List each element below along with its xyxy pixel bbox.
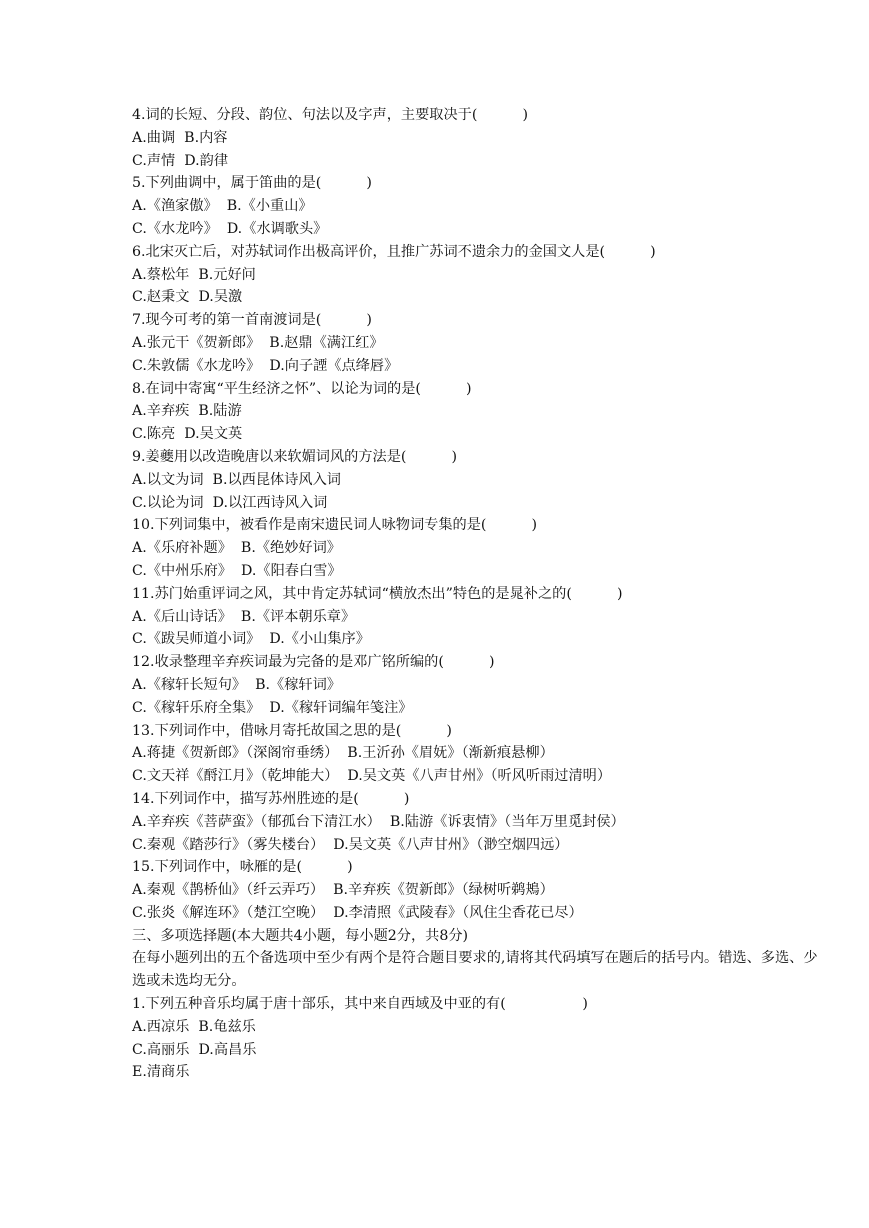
question-5-options-cd: C.《水龙吟》 D.《水调歌头》 xyxy=(132,220,328,237)
question-11: 11.苏门始重评词之风，其中肯定苏轼词“横放杰出”特色的是晁补之的( ) xyxy=(132,585,623,602)
multi-question-1: 1.下列五种音乐均属于唐十部乐，其中来自西域及中亚的有( ) xyxy=(132,996,588,1013)
question-9-options-ab: A.以文为词 B.以西昆体诗风入词 xyxy=(132,471,341,488)
question-6-options-cd: C.赵秉文 D.吴激 xyxy=(132,289,243,306)
question-11-options-cd: C.《跋吴师道小词》 D.《小山集序》 xyxy=(132,631,370,648)
question-5: 5.下列曲调中，属于笛曲的是( ) xyxy=(132,175,372,192)
question-13-options-ab: A.蒋捷《贺新郎》（深阁帘垂绣） B.王沂孙《眉妩》（渐新痕悬柳） xyxy=(132,745,554,762)
question-14: 14.下列词作中，描写苏州胜迹的是( ) xyxy=(132,790,410,807)
question-9: 9.姜夔用以改造晚唐以来软媚词风的方法是( ) xyxy=(132,448,458,465)
multi-question-1-options-ab: A.西凉乐 B.龟兹乐 xyxy=(132,1018,256,1035)
question-6-options-ab: A.蔡松年 B.元好问 xyxy=(132,266,256,283)
question-15: 15.下列词作中，咏雁的是( ) xyxy=(132,859,353,876)
question-6: 6.北宋灭亡后，对苏轼词作出极高评价，且推广苏词不遗余力的金国文人是( ) xyxy=(132,243,656,260)
question-12-options-ab: A.《稼轩长短句》 B.《稼轩词》 xyxy=(132,676,341,693)
question-7-options-ab: A.张元干《贺新郎》 B.赵鼎《满江红》 xyxy=(132,334,384,351)
question-9-options-cd: C.以论为词 D.以江西诗风入词 xyxy=(132,494,328,511)
exam-text xyxy=(132,104,818,1084)
question-12: 12.收录整理辛弃疾词最为完备的是邓广铭所编的( ) xyxy=(132,654,495,671)
section-3-instructions: 在每小题列出的五个备选项中至少有两个是符合题目要求的,请将其代码填写在题后的括号内。错选、多选、少 xyxy=(132,950,818,967)
section-3-instructions-cont: 选或未选均无分。 xyxy=(132,973,246,990)
question-7: 7.现今可考的第一首南渡词是( ) xyxy=(132,312,372,329)
question-5-options-ab: A.《渔家傲》 B.《小重山》 xyxy=(132,198,313,215)
question-13: 13.下列词作中，借咏月寄托故国之思的是( ) xyxy=(132,722,452,739)
section-3-heading: 三、多项选择题(本大题共4小题，每小题2分，共8分) xyxy=(132,927,469,944)
multi-question-1-options-cd: C.高丽乐 D.高昌乐 xyxy=(132,1041,257,1058)
question-14-options-ab: A.辛弃疾《菩萨蛮》（郁孤台下清江水） B.陆游《诉衷情》（当年万里觅封侯） xyxy=(132,813,625,830)
question-10-options-cd: C.《中州乐府》 D.《阳春白雪》 xyxy=(132,562,342,579)
question-4-options-cd: C.声情 D.韵律 xyxy=(132,152,229,169)
question-15-options-ab: A.秦观《鹊桥仙》（纤云弄巧） B.辛弃疾《贺新郎》（绿树听鹈鴂） xyxy=(132,882,554,899)
question-4-options-ab: A.曲调 B.内容 xyxy=(132,129,228,146)
question-7-options-cd: C.朱敦儒《水龙吟》 D.向子諲《点绛唇》 xyxy=(132,357,399,374)
multi-question-1-option-e: E.清商乐 xyxy=(132,1064,190,1081)
question-13-options-cd: C.文天祥《酹江月》（乾坤能大） D.吴文英《八声甘州》（听风听雨过清明） xyxy=(132,768,612,785)
question-4: 4.词的长短、分段、韵位、句法以及字声，主要取决于( ) xyxy=(132,107,529,123)
question-10-options-ab: A.《乐府补题》 B.《绝妙好词》 xyxy=(132,540,341,557)
question-10: 10.下列词集中，被看作是南宋遗民词人咏物词专集的是( ) xyxy=(132,517,538,534)
question-8-options-ab: A.辛弃疾 B.陆游 xyxy=(132,403,242,420)
question-11-options-ab: A.《后山诗话》 B.《评本朝乐章》 xyxy=(132,608,356,625)
question-8: 8.在词中寄寓“平生经济之怀”、以论为词的是( ) xyxy=(132,380,472,397)
question-14-options-cd: C.秦观《踏莎行》（雾失楼台） D.吴文英《八声甘州》（渺空烟四远） xyxy=(132,836,569,853)
question-8-options-cd: C.陈亮 D.吴文英 xyxy=(132,426,243,443)
question-12-options-cd: C.《稼轩乐府全集》 D.《稼轩词编年笺注》 xyxy=(132,699,413,716)
question-15-options-cd: C.张炎《解连环》（楚江空晚） D.李清照《武陵春》（风住尘香花已尽） xyxy=(132,904,583,921)
